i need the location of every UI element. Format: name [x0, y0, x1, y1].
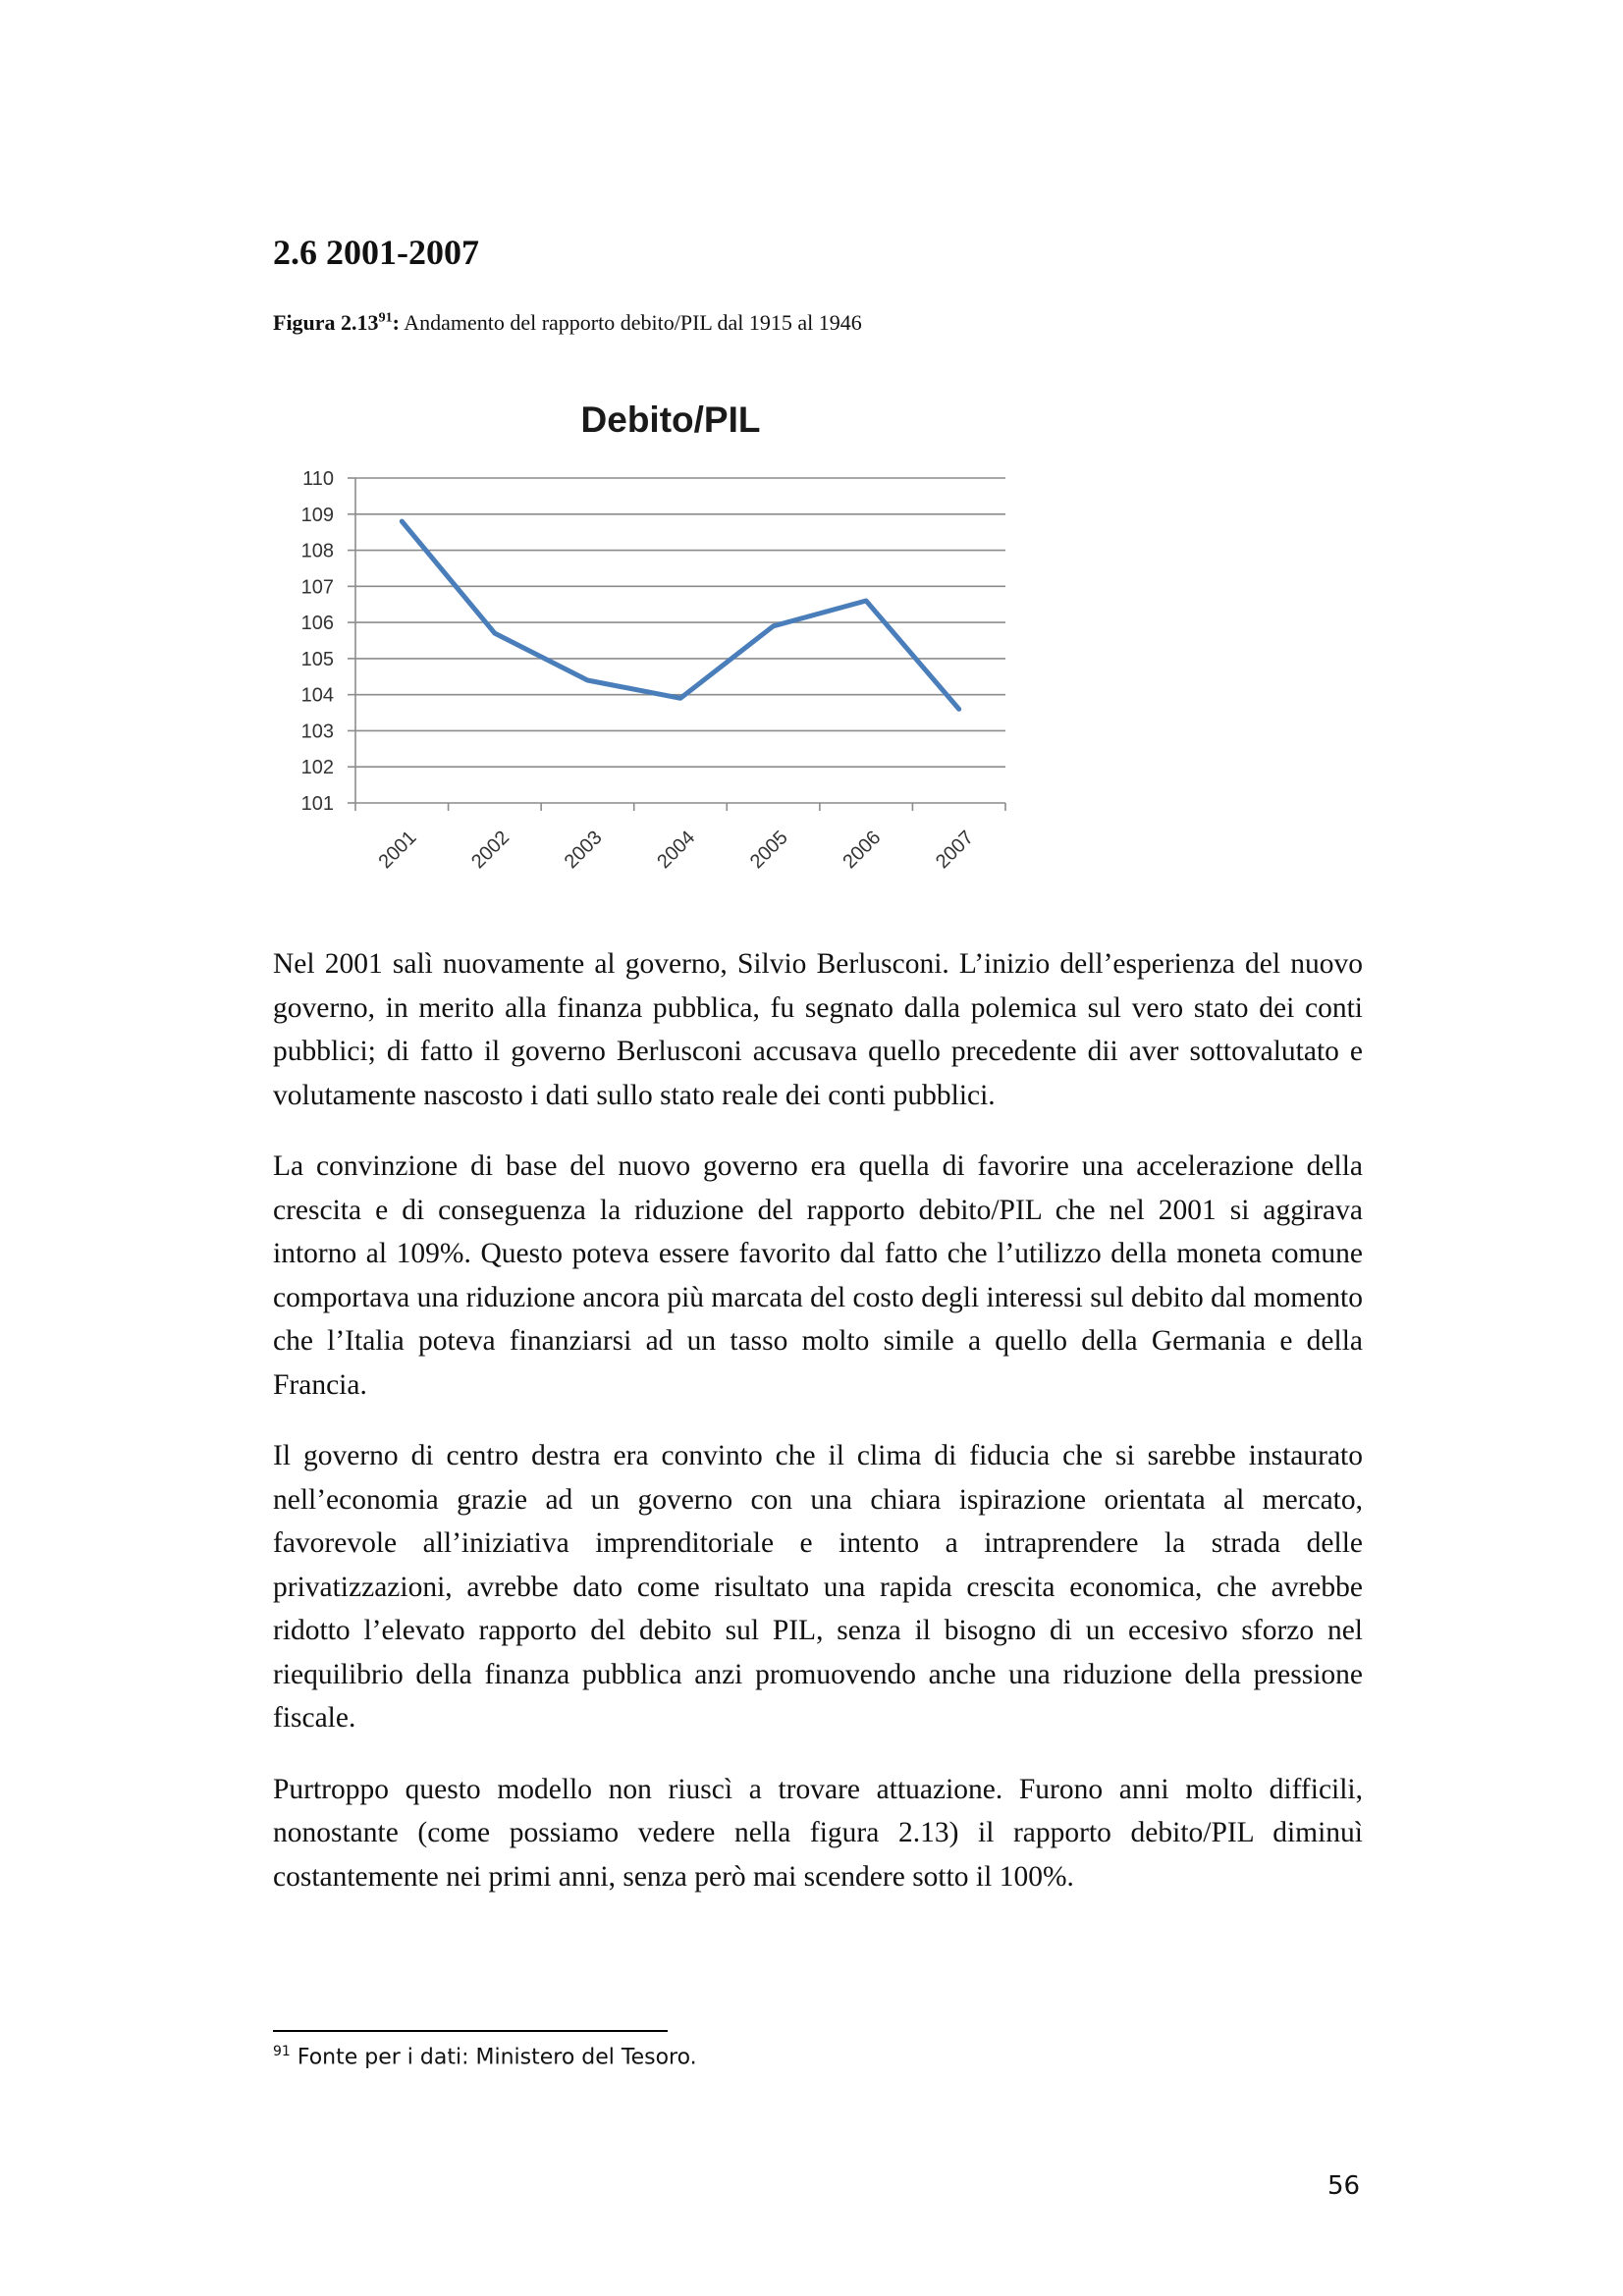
y-tick-label-108: 108 [300, 540, 334, 562]
paragraph-4: Purtroppo questo modello non riuscì a trovare attuazione. Furono anni molto difficili, nonostante (come possiamo vedere nella figura 2.13) il rapporto debito/PIL diminuì costantemente nei primi anni, senza però mai scendere sotto il 100%. [273, 1773, 1363, 1893]
x-tick-label-2003: 2003 [560, 827, 607, 874]
y-tick-label-109: 109 [300, 504, 334, 526]
figure-caption [273, 310, 862, 336]
y-tick-label-106: 106 [300, 613, 334, 635]
footnote-number: 91 [273, 2044, 291, 2059]
y-tick-label-107: 107 [300, 576, 334, 599]
y-axis-tick-labels [301, 468, 334, 815]
y-tick-label-110: 110 [302, 468, 334, 490]
page-number: 56 [1327, 2171, 1361, 2201]
chart-gridlines [348, 478, 1005, 803]
footnote-text: Fonte per i dati: Ministero del Tesoro. [297, 2045, 697, 2070]
footnote-reference[interactable]: 91 [378, 310, 393, 326]
y-tick-label-103: 103 [300, 721, 334, 743]
figure-label: Figura 2.13 [273, 310, 379, 335]
x-tick-label-2005: 2005 [745, 827, 792, 874]
figure-caption-text: Andamento del rapporto debito/PIL dal 1915 al 1946 [404, 310, 862, 335]
x-tick-label-2006: 2006 [839, 827, 886, 874]
section-title: 2.6 2001-2007 [273, 233, 479, 272]
paragraph-1: Nel 2001 salì nuovamente al governo, Silvio Berlusconi. L’inizio dell’esperienza del nuovo governo, in merito alla finanza pubblica, fu segnato dalla polemica sul vero stato dei conti pubblici; di fatto il governo Berlusconi accusava quello precedente dii aver sottovalutato e volutamente nascosto i dati sullo stato reale dei conti pubblici. [273, 948, 1363, 1111]
body-text [273, 942, 1363, 1926]
chart-series [402, 521, 959, 709]
x-axis [355, 478, 1005, 811]
y-tick-label-102: 102 [300, 757, 334, 779]
x-axis-tick-labels [375, 827, 978, 873]
x-tick-label-2001: 2001 [374, 827, 421, 874]
debt-gdp-chart [265, 388, 1021, 908]
x-tick-label-2004: 2004 [653, 827, 700, 874]
y-tick-label-105: 105 [300, 648, 334, 670]
y-tick-label-101: 101 [300, 793, 334, 815]
chart-title: Debito/PIL [580, 400, 761, 440]
caption-colon: : [392, 310, 400, 335]
paragraph-2: La convinzione di base del nuovo governo era quella di favorire una accelerazione della crescita e di conseguenza la riduzione del rapporto debito/PIL che nel 2001 si aggirava intorno al 109%. Questo poteva essere favorito dal fatto che l’utilizzo della moneta comune comportava una riduzione ancora più marcata del costo degli interessi sul debito dal momento che l’Italia poteva finanziarsi ad un tasso molto simile a quello della Germania e della Francia. [273, 1150, 1363, 1401]
x-tick-label-2007: 2007 [931, 827, 978, 874]
paragraph-3: Il governo di centro destra era convinto che il clima di fiducia che si sarebbe instaurato nell’economia grazie ad un governo con una chiara ispirazione orientata al mercato, favorevole all’iniziativa imprenditoriale e intento a intraprendere la strada delle privatizzazioni, avrebbe dato come risultato una rapida crescita economica, che avrebbe ridotto l’elevato rapporto del debito sul PIL, senza il bisogno di un eccesivo sforzo nel riequilibrio della finanza pubblica anzi promuovendo anche una riduzione della pressione fiscale. [273, 1440, 1363, 1734]
y-tick-label-104: 104 [300, 684, 334, 707]
x-tick-label-2002: 2002 [467, 827, 514, 874]
footnote-separator [273, 2030, 668, 2032]
footnote [273, 2044, 697, 2069]
